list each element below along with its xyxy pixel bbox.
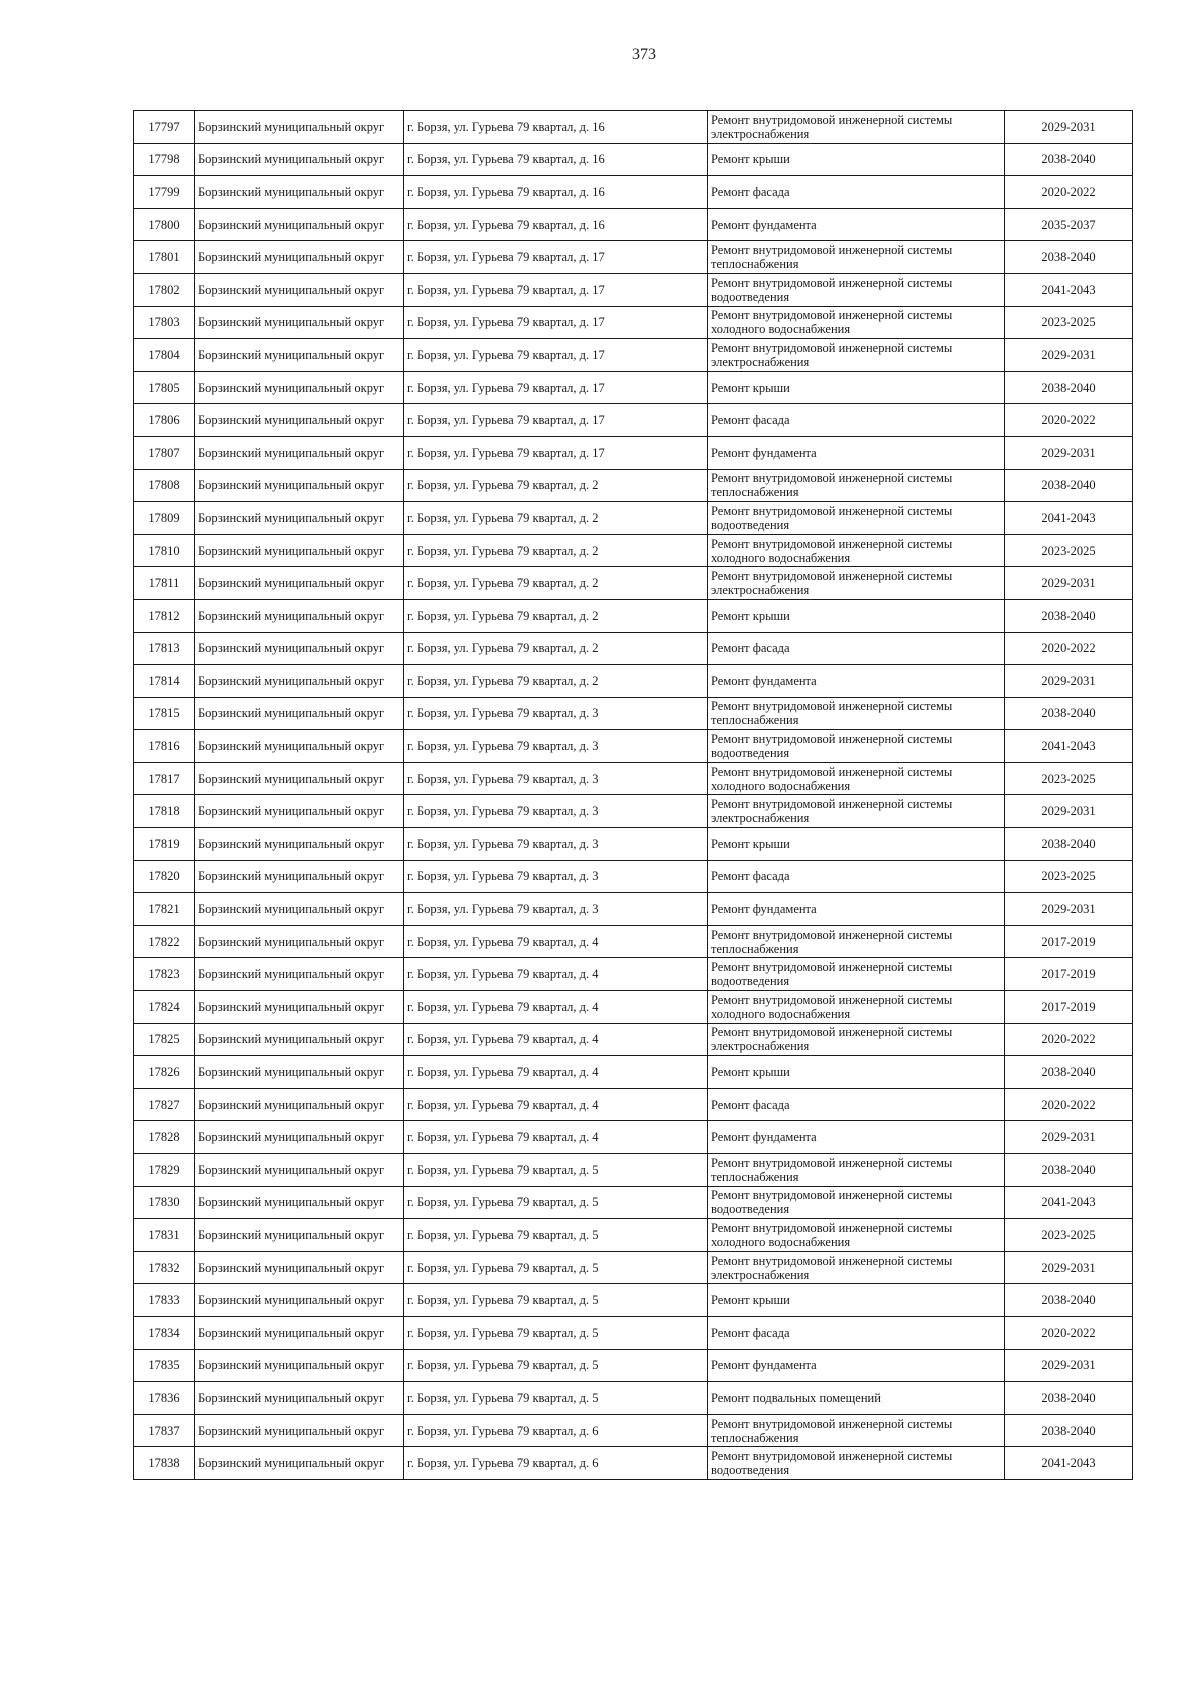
municipality-cell: Борзинский муниципальный округ [195, 371, 404, 404]
table-row [134, 860, 1133, 893]
period-cell: 2035-2037 [1005, 208, 1133, 241]
municipality-cell: Борзинский муниципальный округ [195, 1316, 404, 1349]
municipality-cell: Борзинский муниципальный округ [195, 1382, 404, 1415]
table-row [134, 665, 1133, 698]
address-cell: г. Борзя, ул. Гурьева 79 квартал, д. 4 [404, 1023, 708, 1056]
table-row [134, 502, 1133, 535]
table-row [134, 371, 1133, 404]
row-number: 17802 [134, 273, 195, 306]
address-cell: г. Борзя, ул. Гурьева 79 квартал, д. 5 [404, 1186, 708, 1219]
row-number: 17814 [134, 665, 195, 698]
row-number: 17823 [134, 958, 195, 991]
period-cell: 2029-2031 [1005, 1251, 1133, 1284]
work-type-cell: Ремонт фасада [708, 176, 1005, 209]
address-cell: г. Борзя, ул. Гурьева 79 квартал, д. 17 [404, 371, 708, 404]
row-number: 17801 [134, 241, 195, 274]
period-cell: 2038-2040 [1005, 1284, 1133, 1317]
period-cell: 2029-2031 [1005, 893, 1133, 926]
work-type-cell: Ремонт фундамента [708, 208, 1005, 241]
row-number: 17819 [134, 828, 195, 861]
address-cell: г. Борзя, ул. Гурьева 79 квартал, д. 5 [404, 1284, 708, 1317]
table-row [134, 958, 1133, 991]
address-cell: г. Борзя, ул. Гурьева 79 квартал, д. 6 [404, 1447, 708, 1480]
table-row [134, 306, 1133, 339]
municipality-cell: Борзинский муниципальный округ [195, 697, 404, 730]
work-type-cell: Ремонт фасада [708, 632, 1005, 665]
period-cell: 2029-2031 [1005, 795, 1133, 828]
address-cell: г. Борзя, ул. Гурьева 79 квартал, д. 17 [404, 241, 708, 274]
municipality-cell: Борзинский муниципальный округ [195, 1154, 404, 1187]
table-row [134, 436, 1133, 469]
row-number: 17815 [134, 697, 195, 730]
municipality-cell: Борзинский муниципальный округ [195, 1186, 404, 1219]
row-number: 17824 [134, 991, 195, 1024]
address-cell: г. Борзя, ул. Гурьева 79 квартал, д. 6 [404, 1414, 708, 1447]
municipality-cell: Борзинский муниципальный округ [195, 1414, 404, 1447]
period-cell: 2038-2040 [1005, 1154, 1133, 1187]
row-number: 17800 [134, 208, 195, 241]
table-row [134, 1154, 1133, 1187]
row-number: 17820 [134, 860, 195, 893]
table-row [134, 469, 1133, 502]
page-number: 373 [632, 46, 656, 63]
row-number: 17803 [134, 306, 195, 339]
table-row [134, 599, 1133, 632]
table-row [134, 1414, 1133, 1447]
table-row [134, 632, 1133, 665]
municipality-cell: Борзинский муниципальный округ [195, 991, 404, 1024]
table-row [134, 762, 1133, 795]
work-type-cell: Ремонт внутридомовой инженерной системы водоотведения [708, 273, 1005, 306]
row-number: 17816 [134, 730, 195, 763]
address-cell: г. Борзя, ул. Гурьева 79 квартал, д. 3 [404, 762, 708, 795]
address-cell: г. Борзя, ул. Гурьева 79 квартал, д. 5 [404, 1154, 708, 1187]
period-cell: 2023-2025 [1005, 1219, 1133, 1252]
address-cell: г. Борзя, ул. Гурьева 79 квартал, д. 17 [404, 404, 708, 437]
row-number: 17805 [134, 371, 195, 404]
period-cell: 2038-2040 [1005, 371, 1133, 404]
address-cell: г. Борзя, ул. Гурьева 79 квартал, д. 3 [404, 860, 708, 893]
address-cell: г. Борзя, ул. Гурьева 79 квартал, д. 4 [404, 1056, 708, 1089]
row-number: 17811 [134, 567, 195, 600]
row-number: 17834 [134, 1316, 195, 1349]
work-type-cell: Ремонт крыши [708, 1284, 1005, 1317]
municipality-cell: Борзинский муниципальный округ [195, 632, 404, 665]
row-number: 17822 [134, 925, 195, 958]
municipality-cell: Борзинский муниципальный округ [195, 730, 404, 763]
period-cell: 2029-2031 [1005, 1349, 1133, 1382]
address-cell: г. Борзя, ул. Гурьева 79 квартал, д. 17 [404, 273, 708, 306]
row-number: 17829 [134, 1154, 195, 1187]
table-row [134, 1447, 1133, 1480]
row-number: 17833 [134, 1284, 195, 1317]
work-type-cell: Ремонт внутридомовой инженерной системы водоотведения [708, 730, 1005, 763]
work-type-cell: Ремонт внутридомовой инженерной системы водоотведения [708, 1447, 1005, 1480]
work-type-cell: Ремонт внутридомовой инженерной системы теплоснабжения [708, 1154, 1005, 1187]
municipality-cell: Борзинский муниципальный округ [195, 1219, 404, 1252]
address-cell: г. Борзя, ул. Гурьева 79 квартал, д. 2 [404, 567, 708, 600]
row-number: 17813 [134, 632, 195, 665]
period-cell: 2029-2031 [1005, 1121, 1133, 1154]
table-row [134, 241, 1133, 274]
table-row [134, 176, 1133, 209]
address-cell: г. Борзя, ул. Гурьева 79 квартал, д. 17 [404, 339, 708, 372]
period-cell: 2017-2019 [1005, 991, 1133, 1024]
period-cell: 2029-2031 [1005, 339, 1133, 372]
municipality-cell: Борзинский муниципальный округ [195, 1349, 404, 1382]
municipality-cell: Борзинский муниципальный округ [195, 1284, 404, 1317]
address-cell: г. Борзя, ул. Гурьева 79 квартал, д. 16 [404, 143, 708, 176]
municipality-cell: Борзинский муниципальный округ [195, 795, 404, 828]
municipality-cell: Борзинский муниципальный округ [195, 925, 404, 958]
municipality-cell: Борзинский муниципальный округ [195, 1056, 404, 1089]
table-row [134, 1121, 1133, 1154]
address-cell: г. Борзя, ул. Гурьева 79 квартал, д. 3 [404, 697, 708, 730]
work-type-cell: Ремонт внутридомовой инженерной системы теплоснабжения [708, 697, 1005, 730]
work-type-cell: Ремонт фундамента [708, 1349, 1005, 1382]
municipality-cell: Борзинский муниципальный округ [195, 958, 404, 991]
row-number: 17798 [134, 143, 195, 176]
work-type-cell: Ремонт крыши [708, 371, 1005, 404]
period-cell: 2020-2022 [1005, 1023, 1133, 1056]
table-row [134, 567, 1133, 600]
municipality-cell: Борзинский муниципальный округ [195, 306, 404, 339]
address-cell: г. Борзя, ул. Гурьева 79 квартал, д. 4 [404, 1121, 708, 1154]
municipality-cell: Борзинский муниципальный округ [195, 1121, 404, 1154]
work-type-cell: Ремонт внутридомовой инженерной системы электроснабжения [708, 111, 1005, 144]
address-cell: г. Борзя, ул. Гурьева 79 квартал, д. 2 [404, 632, 708, 665]
address-cell: г. Борзя, ул. Гурьева 79 квартал, д. 2 [404, 534, 708, 567]
period-cell: 2023-2025 [1005, 534, 1133, 567]
period-cell: 2029-2031 [1005, 665, 1133, 698]
work-type-cell: Ремонт подвальных помещений [708, 1382, 1005, 1415]
table-row [134, 1284, 1133, 1317]
work-type-cell: Ремонт внутридомовой инженерной системы электроснабжения [708, 567, 1005, 600]
period-cell: 2020-2022 [1005, 176, 1133, 209]
municipality-cell: Борзинский муниципальный округ [195, 241, 404, 274]
row-number: 17807 [134, 436, 195, 469]
period-cell: 2029-2031 [1005, 567, 1133, 600]
table-row [134, 893, 1133, 926]
address-cell: г. Борзя, ул. Гурьева 79 квартал, д. 17 [404, 436, 708, 469]
work-type-cell: Ремонт внутридомовой инженерной системы теплоснабжения [708, 925, 1005, 958]
period-cell: 2020-2022 [1005, 1088, 1133, 1121]
table-row [134, 925, 1133, 958]
address-cell: г. Борзя, ул. Гурьева 79 квартал, д. 16 [404, 111, 708, 144]
row-number: 17826 [134, 1056, 195, 1089]
municipality-cell: Борзинский муниципальный округ [195, 469, 404, 502]
work-type-cell: Ремонт фундамента [708, 1121, 1005, 1154]
row-number: 17812 [134, 599, 195, 632]
period-cell: 2041-2043 [1005, 730, 1133, 763]
period-cell: 2038-2040 [1005, 599, 1133, 632]
period-cell: 2038-2040 [1005, 828, 1133, 861]
work-type-cell: Ремонт внутридомовой инженерной системы электроснабжения [708, 1251, 1005, 1284]
period-cell: 2038-2040 [1005, 697, 1133, 730]
table-row [134, 1056, 1133, 1089]
row-number: 17810 [134, 534, 195, 567]
work-type-cell: Ремонт внутридомовой инженерной системы теплоснабжения [708, 241, 1005, 274]
work-type-cell: Ремонт внутридомовой инженерной системы теплоснабжения [708, 469, 1005, 502]
row-number: 17818 [134, 795, 195, 828]
work-type-cell: Ремонт фасада [708, 860, 1005, 893]
period-cell: 2023-2025 [1005, 762, 1133, 795]
address-cell: г. Борзя, ул. Гурьева 79 квартал, д. 2 [404, 502, 708, 535]
work-type-cell: Ремонт крыши [708, 599, 1005, 632]
table-row [134, 339, 1133, 372]
municipality-cell: Борзинский муниципальный округ [195, 502, 404, 535]
work-type-cell: Ремонт внутридомовой инженерной системы холодного водоснабжения [708, 991, 1005, 1024]
period-cell: 2029-2031 [1005, 111, 1133, 144]
period-cell: 2038-2040 [1005, 241, 1133, 274]
table-row [134, 143, 1133, 176]
row-number: 17828 [134, 1121, 195, 1154]
municipality-cell: Борзинский муниципальный округ [195, 143, 404, 176]
municipality-cell: Борзинский муниципальный округ [195, 339, 404, 372]
table-row [134, 111, 1133, 144]
address-cell: г. Борзя, ул. Гурьева 79 квартал, д. 5 [404, 1251, 708, 1284]
work-type-cell: Ремонт фасада [708, 404, 1005, 437]
work-type-cell: Ремонт внутридомовой инженерной системы холодного водоснабжения [708, 306, 1005, 339]
municipality-cell: Борзинский муниципальный округ [195, 893, 404, 926]
period-cell: 2038-2040 [1005, 1382, 1133, 1415]
period-cell: 2041-2043 [1005, 502, 1133, 535]
table-row [134, 991, 1133, 1024]
address-cell: г. Борзя, ул. Гурьева 79 квартал, д. 17 [404, 306, 708, 339]
period-cell: 2038-2040 [1005, 469, 1133, 502]
row-number: 17799 [134, 176, 195, 209]
address-cell: г. Борзя, ул. Гурьева 79 квартал, д. 2 [404, 599, 708, 632]
row-number: 17825 [134, 1023, 195, 1056]
municipality-cell: Борзинский муниципальный округ [195, 665, 404, 698]
municipality-cell: Борзинский муниципальный округ [195, 599, 404, 632]
work-type-cell: Ремонт внутридомовой инженерной системы водоотведения [708, 958, 1005, 991]
address-cell: г. Борзя, ул. Гурьева 79 квартал, д. 16 [404, 176, 708, 209]
table-row [134, 1219, 1133, 1252]
period-cell: 2020-2022 [1005, 404, 1133, 437]
row-number: 17831 [134, 1219, 195, 1252]
row-number: 17835 [134, 1349, 195, 1382]
work-type-cell: Ремонт внутридомовой инженерной системы холодного водоснабжения [708, 762, 1005, 795]
work-type-cell: Ремонт внутридомовой инженерной системы теплоснабжения [708, 1414, 1005, 1447]
address-cell: г. Борзя, ул. Гурьева 79 квартал, д. 3 [404, 893, 708, 926]
table-row [134, 534, 1133, 567]
table-row [134, 1186, 1133, 1219]
table-row [134, 1023, 1133, 1056]
address-cell: г. Борзя, ул. Гурьева 79 квартал, д. 4 [404, 991, 708, 1024]
municipality-cell: Борзинский муниципальный округ [195, 404, 404, 437]
municipality-cell: Борзинский муниципальный округ [195, 1447, 404, 1480]
table-row [134, 208, 1133, 241]
period-cell: 2038-2040 [1005, 143, 1133, 176]
work-type-cell: Ремонт фундамента [708, 436, 1005, 469]
work-type-cell: Ремонт внутридомовой инженерной системы водоотведения [708, 502, 1005, 535]
row-number: 17808 [134, 469, 195, 502]
table-row [134, 697, 1133, 730]
work-type-cell: Ремонт внутридомовой инженерной системы электроснабжения [708, 339, 1005, 372]
work-type-cell: Ремонт фасада [708, 1316, 1005, 1349]
work-type-cell: Ремонт крыши [708, 1056, 1005, 1089]
period-cell: 2023-2025 [1005, 860, 1133, 893]
work-type-cell: Ремонт фасада [708, 1088, 1005, 1121]
row-number: 17838 [134, 1447, 195, 1480]
period-cell: 2038-2040 [1005, 1056, 1133, 1089]
municipality-cell: Борзинский муниципальный округ [195, 860, 404, 893]
table-body [134, 111, 1133, 1480]
work-type-cell: Ремонт фундамента [708, 893, 1005, 926]
registry-table [133, 110, 1133, 1480]
municipality-cell: Борзинский муниципальный округ [195, 436, 404, 469]
table-row [134, 730, 1133, 763]
work-type-cell: Ремонт внутридомовой инженерной системы электроснабжения [708, 795, 1005, 828]
work-type-cell: Ремонт внутридомовой инженерной системы электроснабжения [708, 1023, 1005, 1056]
period-cell: 2017-2019 [1005, 958, 1133, 991]
period-cell: 2017-2019 [1005, 925, 1133, 958]
row-number: 17821 [134, 893, 195, 926]
municipality-cell: Борзинский муниципальный округ [195, 762, 404, 795]
municipality-cell: Борзинский муниципальный округ [195, 1251, 404, 1284]
address-cell: г. Борзя, ул. Гурьева 79 квартал, д. 3 [404, 795, 708, 828]
work-type-cell: Ремонт фундамента [708, 665, 1005, 698]
municipality-cell: Борзинский муниципальный округ [195, 567, 404, 600]
row-number: 17837 [134, 1414, 195, 1447]
period-cell: 2041-2043 [1005, 1447, 1133, 1480]
period-cell: 2038-2040 [1005, 1414, 1133, 1447]
period-cell: 2041-2043 [1005, 273, 1133, 306]
period-cell: 2023-2025 [1005, 306, 1133, 339]
table-row [134, 273, 1133, 306]
period-cell: 2020-2022 [1005, 1316, 1133, 1349]
work-type-cell: Ремонт крыши [708, 828, 1005, 861]
address-cell: г. Борзя, ул. Гурьева 79 квартал, д. 3 [404, 730, 708, 763]
row-number: 17809 [134, 502, 195, 535]
row-number: 17806 [134, 404, 195, 437]
table-row [134, 1349, 1133, 1382]
row-number: 17804 [134, 339, 195, 372]
address-cell: г. Борзя, ул. Гурьева 79 квартал, д. 16 [404, 208, 708, 241]
row-number: 17836 [134, 1382, 195, 1415]
work-type-cell: Ремонт внутридомовой инженерной системы водоотведения [708, 1186, 1005, 1219]
address-cell: г. Борзя, ул. Гурьева 79 квартал, д. 5 [404, 1382, 708, 1415]
municipality-cell: Борзинский муниципальный округ [195, 208, 404, 241]
work-type-cell: Ремонт внутридомовой инженерной системы холодного водоснабжения [708, 534, 1005, 567]
work-type-cell: Ремонт внутридомовой инженерной системы холодного водоснабжения [708, 1219, 1005, 1252]
municipality-cell: Борзинский муниципальный округ [195, 828, 404, 861]
municipality-cell: Борзинский муниципальный округ [195, 534, 404, 567]
municipality-cell: Борзинский муниципальный округ [195, 273, 404, 306]
address-cell: г. Борзя, ул. Гурьева 79 квартал, д. 5 [404, 1349, 708, 1382]
table-row [134, 404, 1133, 437]
table-row [134, 1251, 1133, 1284]
address-cell: г. Борзя, ул. Гурьева 79 квартал, д. 4 [404, 925, 708, 958]
work-type-cell: Ремонт крыши [708, 143, 1005, 176]
row-number: 17827 [134, 1088, 195, 1121]
period-cell: 2029-2031 [1005, 436, 1133, 469]
row-number: 17797 [134, 111, 195, 144]
period-cell: 2041-2043 [1005, 1186, 1133, 1219]
address-cell: г. Борзя, ул. Гурьева 79 квартал, д. 5 [404, 1316, 708, 1349]
address-cell: г. Борзя, ул. Гурьева 79 квартал, д. 4 [404, 958, 708, 991]
municipality-cell: Борзинский муниципальный округ [195, 1023, 404, 1056]
address-cell: г. Борзя, ул. Гурьева 79 квартал, д. 4 [404, 1088, 708, 1121]
address-cell: г. Борзя, ул. Гурьева 79 квартал, д. 2 [404, 665, 708, 698]
address-cell: г. Борзя, ул. Гурьева 79 квартал, д. 3 [404, 828, 708, 861]
table-row [134, 795, 1133, 828]
row-number: 17830 [134, 1186, 195, 1219]
table-row [134, 1316, 1133, 1349]
municipality-cell: Борзинский муниципальный округ [195, 176, 404, 209]
table-row [134, 1088, 1133, 1121]
row-number: 17832 [134, 1251, 195, 1284]
address-cell: г. Борзя, ул. Гурьева 79 квартал, д. 2 [404, 469, 708, 502]
table-row [134, 828, 1133, 861]
period-cell: 2020-2022 [1005, 632, 1133, 665]
municipality-cell: Борзинский муниципальный округ [195, 1088, 404, 1121]
municipality-cell: Борзинский муниципальный округ [195, 111, 404, 144]
address-cell: г. Борзя, ул. Гурьева 79 квартал, д. 5 [404, 1219, 708, 1252]
table-row [134, 1382, 1133, 1415]
row-number: 17817 [134, 762, 195, 795]
